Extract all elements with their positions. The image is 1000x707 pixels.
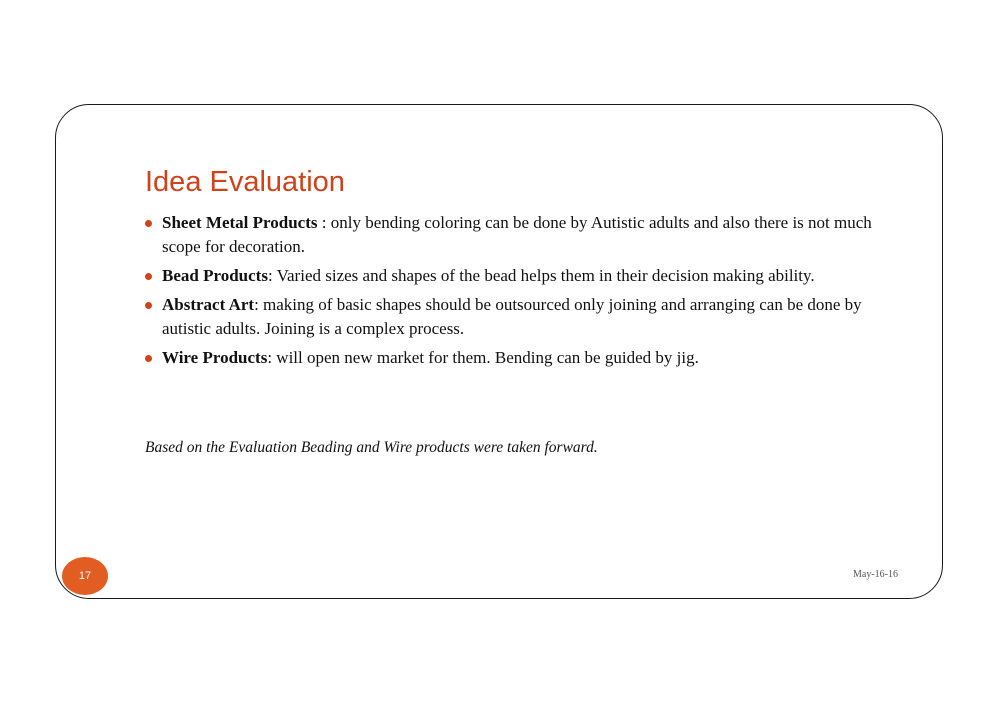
bullet-dot-icon bbox=[145, 355, 152, 362]
bullet-term: Sheet Metal Products bbox=[162, 213, 318, 232]
bullet-dot-icon bbox=[145, 302, 152, 309]
bullet-term: Abstract Art bbox=[162, 295, 255, 314]
bullet-dot-icon bbox=[145, 220, 152, 227]
bullet-text: : only bending coloring can be done by Autistic adults and also there is not much scope for decoration. bbox=[162, 213, 872, 256]
bullet-item-abstract-art bbox=[145, 293, 905, 341]
bullet-item-bead bbox=[145, 264, 905, 288]
bullet-text: : Varied sizes and shapes of the bead helps them in their decision making ability. bbox=[267, 266, 815, 285]
page-number-badge: 17 bbox=[62, 557, 108, 595]
bullet-item-sheet-metal bbox=[145, 211, 905, 259]
bullet-text: : will open new market for them. Bending can be guided by jig. bbox=[267, 348, 699, 367]
bullet-list bbox=[145, 211, 905, 375]
bullet-text: : making of basic shapes should be outsourced only joining and arranging can be done by autistic adults. Joining is a complex process. bbox=[162, 295, 862, 338]
bullet-item-wire bbox=[145, 346, 905, 370]
slide-title: Idea Evaluation bbox=[145, 166, 345, 198]
bullet-term: Bead Products bbox=[162, 266, 268, 285]
conclusion-note: Based on the Evaluation Beading and Wire products were taken forward. bbox=[145, 439, 598, 456]
bullet-term: Wire Products bbox=[162, 348, 268, 367]
bullet-dot-icon bbox=[145, 273, 152, 280]
slide-date: May-16-16 bbox=[853, 569, 898, 580]
